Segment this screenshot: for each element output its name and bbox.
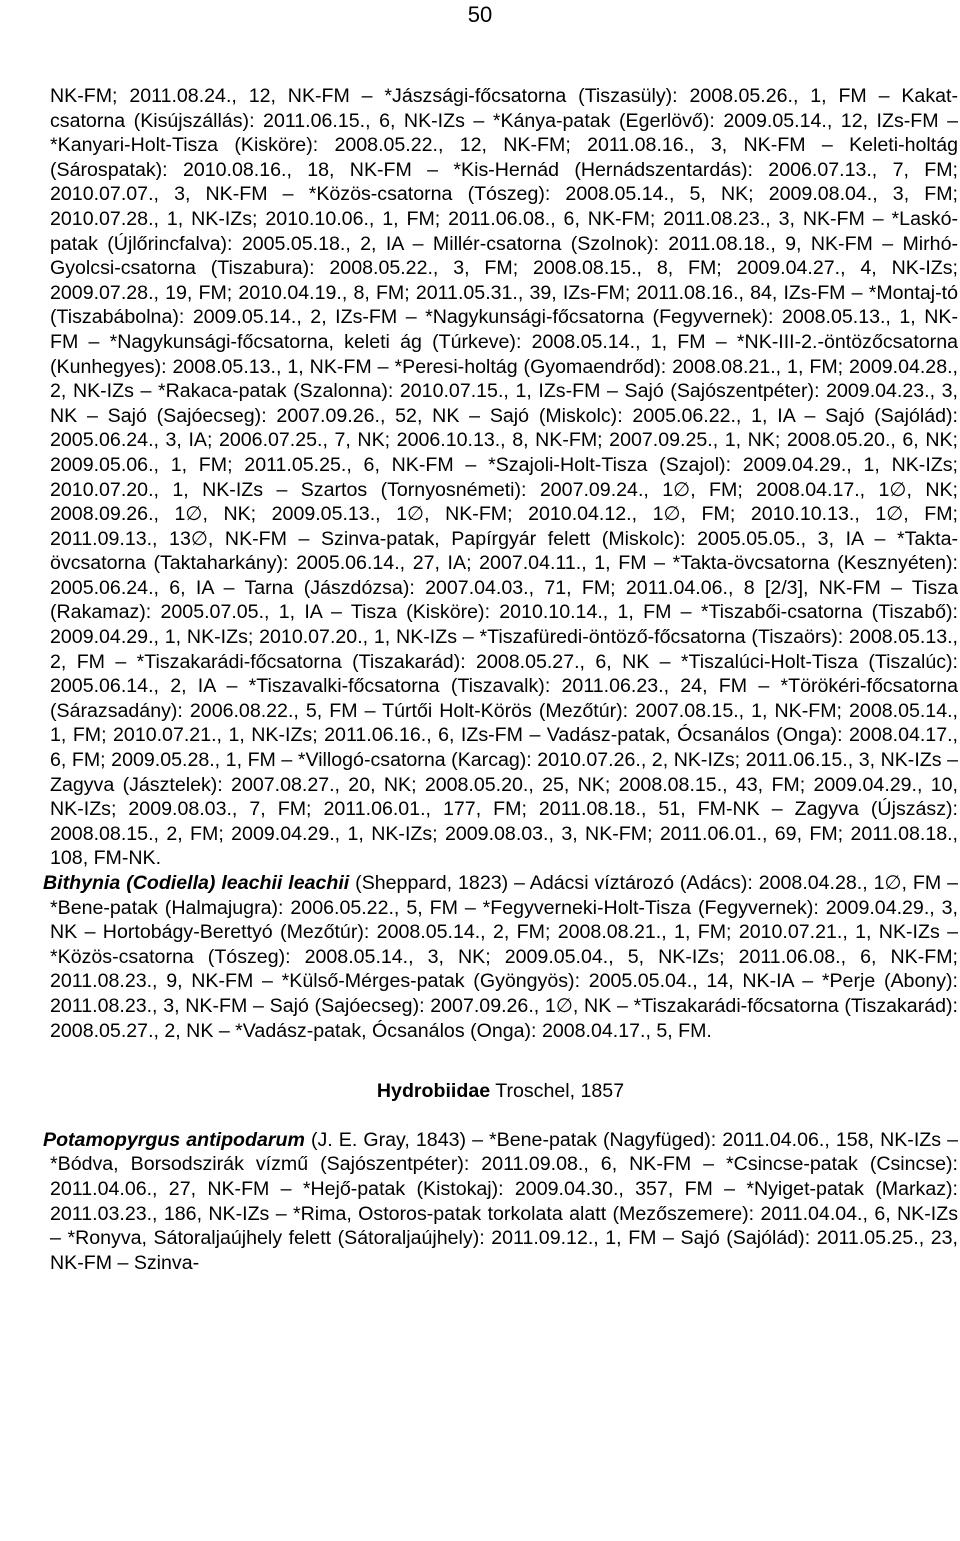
species-entry [43, 871, 958, 1043]
family-name: Hydrobiidae [376, 1080, 491, 1103]
species-name: Potamopyrgus antipodarum [43, 1128, 305, 1151]
species-records: (J. E. Gray, 1843) – *Bene-patak (Nagyfüged): 2011.04.06., 158, NK-IZs – *Bódva, Borsodszirák vízmű (Sajószentpéter): 2011.09.08., 6, NK-FM – *Csincse-patak (Csincse): 2011.04.06., 27, NK-FM – *Hejő-patak (Kistokaj): 2009.04.30., 357, FM – *Nyiget-patak (Markaz): 2011.03.23., 186, NK-IZs – *Rima, Ostoros-patak torkolata alatt (Mezőszemere): 2011.04.04., 6, NK-IZs – *Ronyva, Sátoraljaújhely felett (Sátoraljaújhely): 2011.09.12., 1, FM – Sajó (Sajólád): 2011.05.25., 23, NK-FM – Szinva- [50, 1128, 958, 1274]
record-paragraph: NK-FM; 2011.08.24., 12, NK-FM – *Jászsági-főcsatorna (Tiszasüly): 2008.05.26., 1, FM – Kakat-csatorna (Kisújszállás): 2011.06.15., 6, NK-IZs – *Kánya-patak (Egerlövő): 2009.05.14., 12, IZs-FM – *Kanyari-Holt-Tisza (Kisköre): 2008.05.22., 12, NK-FM; 2011.08.16., 3, NK-FM – Keleti-holtág (Sárospatak): 2010.08.16., 18, NK-FM – *Kis-Hernád (Hernádszentardás): 2006.07.13., 7, FM; 2010.07.07., 3, NK-FM – *Közös-csatorna (Tószeg): 2008.05.14., 5, NK; 2009.08.04., 3, FM; 2010.07.28., 1, NK-IZs; 2010.10.06., 1, FM; 2011.06.08., 6, NK-FM; 2011.08.23., 3, NK-FM – *Laskó-patak (Újlőrincfalva): 2005.05.18., 2, IA – Millér-csatorna (Szolnok): 2011.08.18., 9, NK-FM – Mirhó-Gyolcsi-csatorna (Tiszabura): 2008.05.22., 3, FM; 2008.08.15., 8, FM; 2009.04.27., 4, NK-IZs; 2009.07.28., 19, FM; 2010.04.19., 8, FM; 2011.05.31., 39, IZs-FM; 2011.08.16., 84, IZs-FM – *Montaj-tó (Tiszabábolna): 2009.05.14., 2, IZs-FM – *Nagykunsági-főcsatorna (Fegyvernek): 2008.05.13., 1, NK-FM – *Nagykunsági-főcsatorna, keleti ág (Túrkeve): 2008.05.14., 1, FM – *NK-III-2.-öntözőcsatorna (Kunhegyes): 2008.05.13., 1, NK-FM – *Peresi-holtág (Gyomaendrőd): 2008.08.21., 1, FM; 2009.04.28., 2, NK-IZs – *Rakaca-patak (Szalonna): 2010.07.15., 1, IZs-FM – Sajó (Sajószentpéter): 2009.04.23., 3, NK – Sajó (Sajóecseg): 2007.09.26., 52, NK – Sajó (Miskolc): 2005.06.22., 1, IA – Sajó (Sajólád): 2005.06.24., 3, IA; 2006.07.25., 7, NK; 2006.10.13., 8, NK-FM; 2007.09.25., 1, NK; 2008.05.20., 6, NK; 2009.05.06., 1, FM; 2011.05.25., 6, NK-FM – *Szajoli-Holt-Tisza (Szajol): 2009.04.29., 1, NK-IZs; 2010.07.20., 1, NK-IZs – Szartos (Tornyosnémeti): 2007.09.24., 1∅, FM; 2008.04.17., 1∅, NK; 2008.09.26., 1∅, NK; 2009.05.13., 1∅, NK-FM; 2010.04.12., 1∅, FM; 2010.10.13., 1∅, FM; 2011.09.13., 13∅, NK-FM – Szinva-patak, Papírgyár felett (Miskolc): 2005.05.05., 3, IA – *Takta-övcsatorna (Taktaharkány): 2005.06.14., 27, IA; 2007.04.11., 1, FM – *Takta-övcsatorna (Kesznyéten): 2005.06.24., 6, IA – Tarna (Jászdózsa): 2007.04.03., 71, FM; 2011.04.06., 8 [2/3], NK-FM – Tisza (Rakamaz): 2005.07.05., 1, IA – Tisza (Kisköre): 2010.10.14., 1, FM – *Tiszabői-csatorna (Tiszabő): 2009.04.29., 1, NK-IZs; 2010.07.20., 1, NK-IZs – *Tiszafüredi-öntöző-főcsatorna (Tiszaörs): 2008.05.13., 2, FM – *Tiszakarádi-főcsatorna (Tiszakarád): 2008.05.27., 6, NK – *Tiszalúci-Holt-Tisza (Tiszalúc): 2005.06.14., 2, IA – *Tiszavalki-főcsatorna (Tiszavalk): 2011.06.23., 24, FM – *Törökéri-főcsatorna (Sárazsadány): 2006.08.22., 5, FM – Túrtői Holt-Körös (Mezőtúr): 2007.08.15., 1, NK-FM; 2008.05.14., 1, FM; 2010.07.21., 1, NK-IZs; 2011.06.16., 6, IZs-FM – Vadász-patak, Ócsanálos (Onga): 2008.04.17., 6, FM; 2009.05.28., 1, FM – *Villogó-csatorna (Karcag): 2010.07.26., 2, NK-IZs; 2011.06.15., 3, NK-IZs – Zagyva (Jásztelek): 2007.08.27., 20, NK; 2008.05.20., 25, NK; 2008.08.15., 43, FM; 2009.04.29., 10, NK-IZs; 2009.08.03., 7, FM; 2011.06.01., 177, FM; 2011.08.18., 51, FM-NK – Zagyva (Újszász): 2008.08.15., 2, FM; 2009.04.29., 1, NK-IZs; 2009.08.03., 3, NK-FM; 2011.06.01., 69, FM; 2011.08.18., 108, FM-NK. [50, 85, 958, 870]
species-entry [43, 1128, 958, 1276]
family-heading [43, 1079, 958, 1104]
species-records: (Sheppard, 1823) – Adácsi víztározó (Adács): 2008.04.28., 1∅, FM – *Bene-patak (Halmajugra): 2006.05.22., 5, FM – *Fegyverneki-Holt-Tisza (Fegyvernek): 2009.04.29., 3, NK – Hortobágy-Berettyó (Mezőtúr): 2008.05.14., 2, FM; 2008.08.21., 1, FM; 2010.07.21., 1, NK-IZs – *Közös-csatorna (Tószeg): 2008.05.14., 3, NK; 2009.05.04., 5, NK-IZs; 2011.06.08., 6, NK-FM; 2011.08.23., 9, NK-FM – *Külső-Mérges-patak (Gyöngyös): 2005.05.04., 14, NK-IA – *Perje (Abony): 2011.08.23., 3, NK-FM – Sajó (Sajóecseg): 2007.09.26., 1∅, NK – *Tiszakarádi-főcsatorna (Tiszakarád): 2008.05.27., 2, NK – *Vadász-patak, Ócsanálos (Onga): 2008.04.17., 5, FM. [50, 872, 958, 1042]
family-author: Troschel, 1857 [490, 1080, 625, 1103]
page-number: 50 [467, 2, 493, 27]
document-body [43, 84, 958, 1275]
species-name: Bithynia (Codiella) leachii leachii [43, 872, 350, 894]
